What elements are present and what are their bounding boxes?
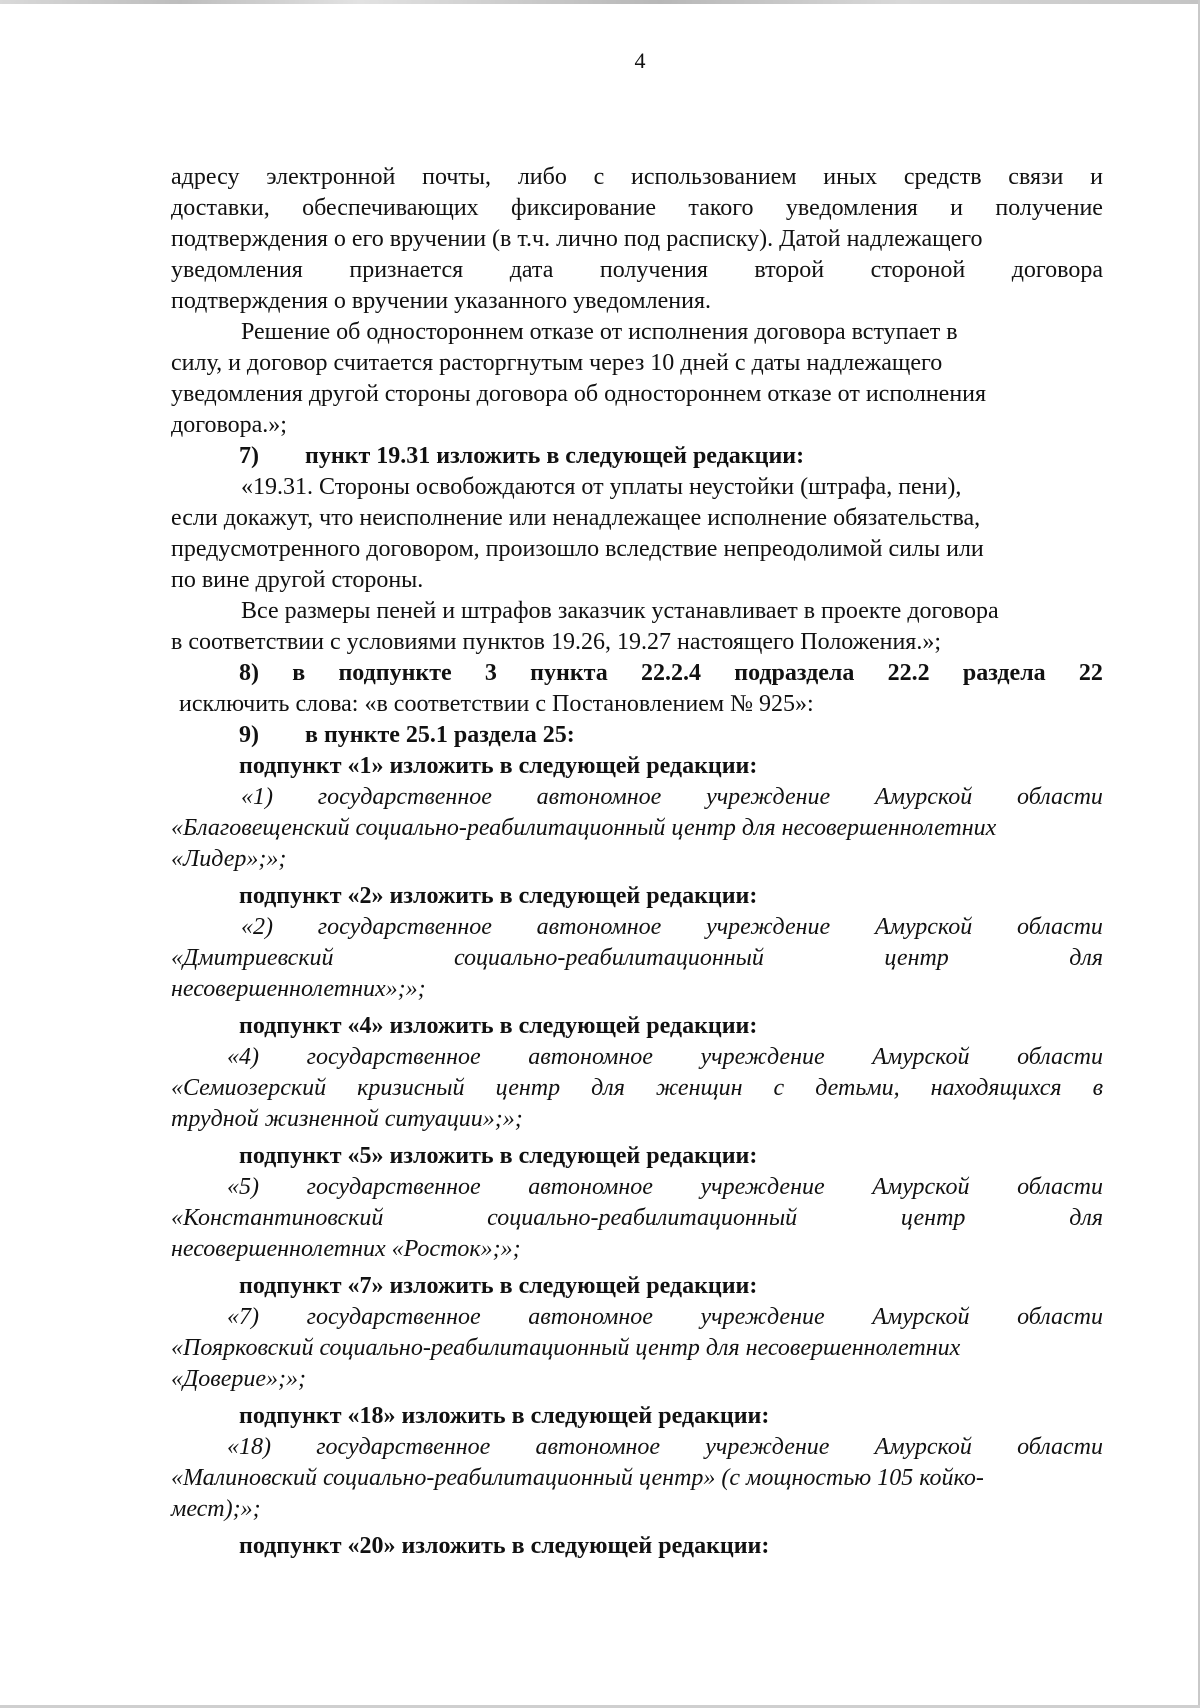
decision-line-2: силу, и договор считается расторгнутым через 10 дней с даты надлежащего <box>171 350 943 376</box>
word: фиксирование <box>511 195 657 221</box>
subitem-1-line-1 <box>171 782 1103 813</box>
word: Амурской <box>872 1044 970 1070</box>
word: автономное <box>528 1044 653 1070</box>
item-8-text: исключить слова: «в соответствии с Постановлением № 925»: <box>179 691 814 717</box>
word: для <box>1069 1205 1103 1231</box>
word: адресу <box>171 164 240 190</box>
word: государственное <box>316 1434 491 1460</box>
word: женщин <box>655 1075 743 1101</box>
item-7-text-line-4: по вине другой стороны. <box>171 567 424 593</box>
word: в <box>1092 1075 1103 1101</box>
subitem-20-heading: подпункт «20» изложить в следующей редакции: <box>239 1533 770 1559</box>
word: «Семиозерский <box>171 1075 327 1101</box>
scan-edge-top <box>0 0 1200 4</box>
subitem-2-heading: подпункт «2» изложить в следующей редакции: <box>239 883 758 909</box>
word: «18) <box>227 1434 271 1460</box>
word: такого <box>688 195 754 221</box>
word: учреждение <box>700 1174 825 1200</box>
word: 3 <box>484 660 497 686</box>
word: учреждение <box>700 1044 825 1070</box>
word: области <box>1017 1304 1103 1330</box>
intro-line-5: подтверждения о вручении указанного уведомления. <box>171 288 711 314</box>
word: второй <box>754 257 825 283</box>
word: центр <box>900 1205 966 1231</box>
subitem-1-line-2: «Благовещенский социально-реабилитационный центр для несовершеннолетних <box>171 815 997 841</box>
item-7-text-line-1: «19.31. Стороны освобождаются от уплаты неустойки (штрафа, пени), <box>241 474 962 500</box>
word: подраздела <box>734 660 855 686</box>
item-9-title: в пункте 25.1 раздела 25: <box>305 722 575 748</box>
word: учреждение <box>700 1304 825 1330</box>
word: средств <box>903 164 982 190</box>
word: использованием <box>631 164 797 190</box>
word: 22.2 <box>887 660 930 686</box>
word: в <box>292 660 306 686</box>
word: Амурской <box>874 1434 972 1460</box>
subitem-4-line-3: трудной жизненной ситуации»;»; <box>171 1106 523 1132</box>
item-8-number: 8) <box>239 660 259 686</box>
subitem-5-heading: подпункт «5» изложить в следующей редакции: <box>239 1143 758 1169</box>
subitem-1-heading: подпункт «1» изложить в следующей редакции: <box>239 753 758 779</box>
word: для <box>591 1075 625 1101</box>
word: «2) <box>241 914 273 940</box>
word: Амурской <box>872 1304 970 1330</box>
subitem-4-line-1 <box>171 1042 1103 1073</box>
word: иных <box>823 164 878 190</box>
word: «7) <box>227 1304 259 1330</box>
subitem-5-line-1 <box>171 1172 1103 1203</box>
word: «4) <box>227 1044 259 1070</box>
word: доставки, <box>171 195 270 221</box>
intro-line-3: подтверждения о его вручении (в т.ч. лично под расписку). Датой надлежащего <box>171 226 983 252</box>
word: области <box>1017 784 1103 810</box>
subitem-7-line-2: «Поярковский социально-реабилитационный центр для несовершеннолетних <box>171 1335 961 1361</box>
word: государственное <box>306 1174 481 1200</box>
word: государственное <box>317 914 492 940</box>
word: кризисный <box>357 1075 465 1101</box>
word: Амурской <box>874 784 973 810</box>
word: автономное <box>536 914 662 940</box>
word: учреждение <box>706 914 831 940</box>
intro-line-4 <box>171 255 1103 286</box>
subitem-4-heading: подпункт «4» изложить в следующей редакции: <box>239 1013 758 1039</box>
subitem-2-line-2 <box>171 943 1103 974</box>
intro-line-1 <box>171 162 1103 193</box>
word: связи <box>1008 164 1064 190</box>
word: 22.2.4 <box>641 660 701 686</box>
word: области <box>1017 914 1103 940</box>
word: области <box>1017 1044 1103 1070</box>
word: находящихся <box>930 1075 1062 1101</box>
intro-line-2 <box>171 193 1103 224</box>
word: центр <box>884 945 949 971</box>
word: и <box>1090 164 1103 190</box>
subitem-4-line-2 <box>171 1073 1103 1104</box>
item-7-extra-line-1: Все размеры пеней и штрафов заказчик устанавливает в проекте договора <box>241 598 999 624</box>
word: получение <box>995 195 1103 221</box>
word: «1) <box>241 784 273 810</box>
item-7-heading <box>171 441 1103 472</box>
word: детьми, <box>815 1075 900 1101</box>
item-7-number: 7) <box>239 443 259 469</box>
word: Амурской <box>872 1174 970 1200</box>
subitem-7-line-3: «Доверие»;»; <box>171 1366 306 1392</box>
word: «5) <box>227 1174 259 1200</box>
word: центр <box>495 1075 561 1101</box>
decision-line-1: Решение об одностороннем отказе от исполнения договора вступает в <box>241 319 958 345</box>
word: почты, <box>422 164 492 190</box>
word: учреждение <box>705 1434 830 1460</box>
word: уведомления <box>171 257 303 283</box>
word: с <box>773 1075 785 1101</box>
word: «Константиновский <box>171 1205 384 1231</box>
word: уведомления <box>785 195 918 221</box>
word: социально-реабилитационный <box>487 1205 798 1231</box>
subitem-2-line-1 <box>171 912 1103 943</box>
word: и <box>950 195 963 221</box>
subitem-5-line-3: несовершеннолетних «Росток»;»; <box>171 1236 521 1262</box>
word: пункта <box>530 660 608 686</box>
subitem-1-line-3: «Лидер»;»; <box>171 846 287 872</box>
item-7-title: пункт 19.31 изложить в следующей редакции: <box>305 443 805 469</box>
word: электронной <box>266 164 396 190</box>
item-7-text-line-2: если докажут, что неисполнение или ненадлежащее исполнение обязательства, <box>171 505 981 531</box>
subitem-18-line-2: «Малиновский социально-реабилитационный центр» (с мощностью 105 койко- <box>171 1465 984 1491</box>
word: стороной <box>870 257 966 283</box>
subitem-18-line-3: мест);»; <box>171 1496 261 1522</box>
word: раздела <box>962 660 1046 686</box>
decision-line-4: договора.»; <box>171 412 287 438</box>
word: государственное <box>317 784 492 810</box>
word: автономное <box>536 784 662 810</box>
subitem-5-line-2 <box>171 1203 1103 1234</box>
word: социально-реабилитационный <box>453 945 764 971</box>
item-7-text-line-3: предусмотренного договором, произошло вследствие непреодолимой силы или <box>171 536 984 562</box>
decision-line-3: уведомления другой стороны договора об одностороннем отказе от исполнения <box>171 381 987 407</box>
word: государственное <box>306 1304 481 1330</box>
word: договора <box>1011 257 1103 283</box>
word: подпункте <box>338 660 452 686</box>
word: автономное <box>535 1434 661 1460</box>
word: государственное <box>306 1044 481 1070</box>
word: автономное <box>528 1304 653 1330</box>
word: для <box>1069 945 1103 971</box>
word: «Дмитриевский <box>171 945 334 971</box>
word: 22 <box>1078 660 1103 686</box>
word: либо <box>517 164 567 190</box>
subitem-2-line-3: несовершеннолетних»;»; <box>171 976 426 1002</box>
item-7-extra-line-2: в соответствии с условиями пунктов 19.26, 19.27 настоящего Положения.»; <box>171 629 941 655</box>
word: получения <box>599 257 708 283</box>
word: области <box>1017 1434 1103 1460</box>
word: автономное <box>528 1174 653 1200</box>
word: дата <box>509 257 554 283</box>
document-body <box>171 162 1103 1562</box>
subitem-18-line-1 <box>171 1432 1103 1463</box>
word: Амурской <box>874 914 973 940</box>
item-9-heading <box>171 720 1103 751</box>
subitem-7-heading: подпункт «7» изложить в следующей редакции: <box>239 1273 758 1299</box>
word: обеспечивающих <box>302 195 479 221</box>
item-8-heading <box>171 658 1103 689</box>
word: признается <box>349 257 464 283</box>
page-number: 4 <box>634 48 646 73</box>
word: области <box>1017 1174 1103 1200</box>
word: с <box>593 164 605 190</box>
subitem-7-line-1 <box>171 1302 1103 1333</box>
subitem-18-heading: подпункт «18» изложить в следующей редакции: <box>239 1403 770 1429</box>
item-9-number: 9) <box>239 722 259 748</box>
word: учреждение <box>706 784 831 810</box>
